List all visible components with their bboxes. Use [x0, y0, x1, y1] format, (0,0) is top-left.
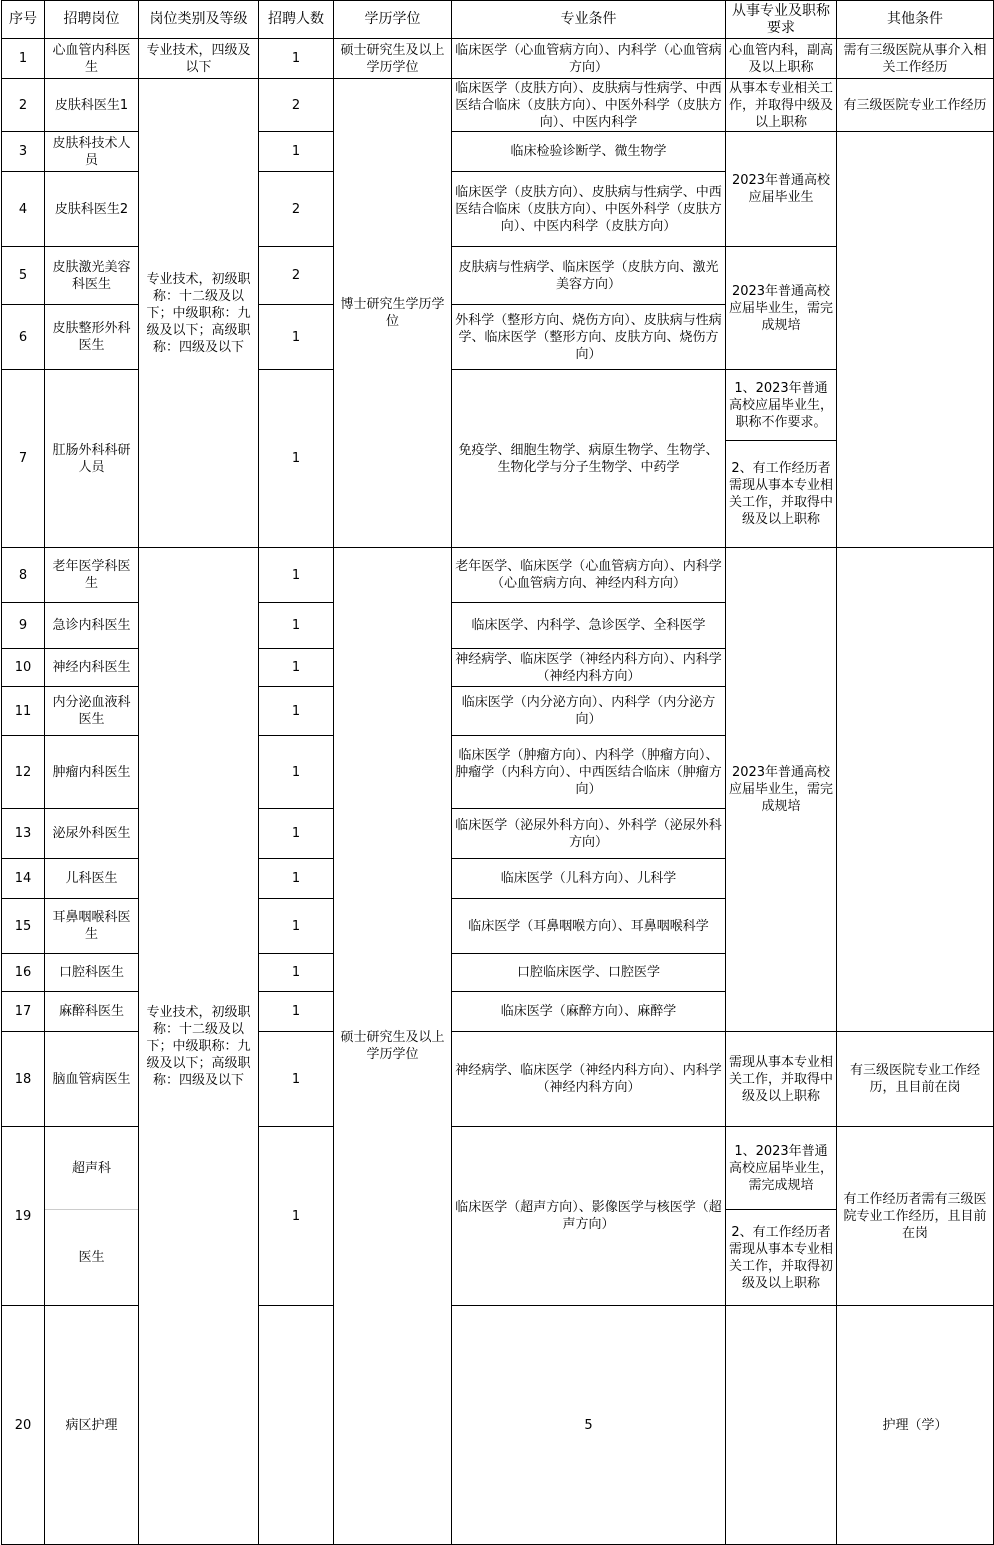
row-count: 1: [259, 954, 334, 992]
header-post: 招聘岗位: [45, 1, 139, 39]
row-count: 2: [259, 247, 334, 305]
group-req-rotation: 2023年普通高校应届毕业生，需完成规培: [726, 247, 837, 370]
row-major: 口腔临床医学、口腔医学: [452, 954, 726, 992]
header-other: 其他条件: [837, 1, 994, 39]
row-post: 急诊内科医生: [45, 603, 139, 649]
req-part-2: 2、有工作经历者需现从事本专业相关工作，并取得中级及以上职称: [729, 461, 834, 527]
table-row: [2, 39, 994, 79]
row-count: 1: [259, 992, 334, 1032]
row-other-empty: [837, 132, 994, 548]
req-part-1: 1、2023年普通高校应届毕业生，职称不作要求。: [726, 370, 836, 441]
row-count: 1: [259, 1032, 334, 1127]
row-major: 临床医学、内科学、急诊医学、全科医学: [452, 603, 726, 649]
row-major: 临床检验诊断学、微生物学: [452, 132, 726, 172]
row-major: 临床医学（内分泌方向）、内科学（内分泌方向）: [452, 687, 726, 736]
req-part-2: 2、有工作经历者需现从事本专业相关工作，并取得初级及以上职称: [729, 1224, 834, 1291]
row-other: 有工作经历者需有三级医院专业工作经历，且目前在岗: [837, 1127, 994, 1306]
row-seq: 10: [2, 649, 45, 687]
group-req-rotation-b: 2023年普通高校应届毕业生，需完成规培: [726, 548, 837, 1032]
row-category-empty: [259, 1306, 334, 1545]
row-post: 病区护理: [45, 1306, 139, 1545]
row-req: 从事本专业相关工作，并取得中级及以上职称: [726, 79, 837, 132]
row-seq: 14: [2, 859, 45, 899]
row-major: 皮肤病与性病学、临床医学（皮肤方向、激光美容方向）: [452, 247, 726, 305]
header-seq: 序号: [2, 1, 45, 39]
recruitment-table: [1, 0, 994, 1545]
row-major: 临床医学（麻醉方向）、麻醉学: [452, 992, 726, 1032]
row-post: 耳鼻咽喉科医生: [45, 899, 139, 954]
row-count: 1: [259, 39, 334, 79]
group-category-c: 专业技术，初级职称：十二级及以下；中级职称：九级及以下；高级职称：四级及以下: [139, 548, 259, 1545]
row-count: 1: [259, 736, 334, 809]
row-seq: 15: [2, 899, 45, 954]
row-other: 有三级医院专业工作经历: [837, 79, 994, 132]
header-row: [2, 1, 994, 39]
row-seq: 12: [2, 736, 45, 809]
group-req-grad: 2023年普通高校应届毕业生: [726, 132, 837, 247]
row-seq: 2: [2, 79, 45, 132]
header-major: 专业条件: [452, 1, 726, 39]
row-post: 泌尿外科医生: [45, 809, 139, 859]
row-post: 皮肤科医生1: [45, 79, 139, 132]
row-count: 1: [259, 132, 334, 172]
row-major: 临床医学（心血管病方向）、内科学（心血管病方向）: [452, 39, 726, 79]
row-major: 免疫学、细胞生物学、病原生物学、生物学、生物化学与分子生物学、中药学: [452, 370, 726, 548]
row-seq: 4: [2, 172, 45, 247]
row-post: 内分泌血液科医生: [45, 687, 139, 736]
row-post: 皮肤整形外科医生: [45, 305, 139, 370]
row-seq: 16: [2, 954, 45, 992]
header-count: 招聘人数: [259, 1, 334, 39]
req-part-1: 1、2023年普通高校应届毕业生，需完成规培: [726, 1127, 836, 1210]
row-seq: 20: [2, 1306, 45, 1545]
row-post: 脑血管病医生: [45, 1032, 139, 1127]
row-other: 需有三级医院从事介入相关工作经历: [837, 39, 994, 79]
row-seq: 18: [2, 1032, 45, 1127]
row-count: 1: [259, 305, 334, 370]
row-count: 2: [259, 79, 334, 132]
post-part-2: 医生: [78, 1250, 105, 1265]
row-major: 临床医学（皮肤方向）、皮肤病与性病学、中西医结合临床（皮肤方向）、中医外科学（皮肤方向）、中医内科学（皮肤方向）: [452, 172, 726, 247]
row-post: 皮肤科医生2: [45, 172, 139, 247]
row-seq: 7: [2, 370, 45, 548]
row-count: 1: [259, 859, 334, 899]
row-count: 1: [259, 603, 334, 649]
header-title-req: 从事专业及职称要求: [726, 1, 837, 39]
row-seq: 11: [2, 687, 45, 736]
row-other: 有三级医院专业工作经历，且目前在岗: [837, 1032, 994, 1127]
table-row: [2, 548, 994, 603]
row-major: 神经病学、临床医学（神经内科方向）、内科学（神经内科方向）: [452, 649, 726, 687]
row-req: 需现从事本专业相关工作，并取得中级及以上职称: [726, 1032, 837, 1127]
group-degree-phd: 博士研究生学历学位: [334, 79, 452, 548]
row-major: 临床医学（耳鼻咽喉方向）、耳鼻咽喉科学: [452, 899, 726, 954]
row-seq: 17: [2, 992, 45, 1032]
row-post: 心血管内科医生: [45, 39, 139, 79]
header-category: 岗位类别及等级: [139, 1, 259, 39]
row-major: 临床医学（泌尿外科方向）、外科学（泌尿外科方向）: [452, 809, 726, 859]
row-count: 1: [259, 370, 334, 548]
row-major: 临床医学（皮肤方向）、皮肤病与性病学、中西医结合临床（皮肤方向）、中医外科学（皮肤方向）、中医内科学: [452, 79, 726, 132]
row-post: 神经内科医生: [45, 649, 139, 687]
row-seq: 5: [2, 247, 45, 305]
row-req: 心血管内科，副高及以上职称: [726, 39, 837, 79]
row-seq: 8: [2, 548, 45, 603]
row-post: 肛肠外科科研人员: [45, 370, 139, 548]
row-degree-empty: [726, 1306, 837, 1545]
row-major: 护理（学）: [837, 1306, 994, 1545]
row-major: 临床医学（超声方向）、影像医学与核医学（超声方向）: [452, 1127, 726, 1306]
row-req-split: [726, 370, 837, 548]
row-major: 临床医学（儿科方向）、儿科学: [452, 859, 726, 899]
row-major: 外科学（整形方向、烧伤方向）、皮肤病与性病学、临床医学（整形方向、皮肤方向、烧伤方向）: [452, 305, 726, 370]
row-seq: 6: [2, 305, 45, 370]
row-post: 麻醉科医生: [45, 992, 139, 1032]
row-major: 神经病学、临床医学（神经内科方向）、内科学（神经内科方向）: [452, 1032, 726, 1127]
group-degree-master: 硕士研究生及以上学历学位: [334, 548, 452, 1545]
post-part-1: 超声科: [45, 1127, 138, 1210]
row-post: 老年医学科医生: [45, 548, 139, 603]
row-count: 5: [452, 1306, 726, 1545]
row-count: 1: [259, 687, 334, 736]
row-seq: 3: [2, 132, 45, 172]
row-seq: 19: [2, 1127, 45, 1306]
row-post: 肿瘤内科医生: [45, 736, 139, 809]
row-post: 儿科医生: [45, 859, 139, 899]
row-other-empty: [837, 548, 994, 1032]
row-seq: 13: [2, 809, 45, 859]
row-count: 1: [259, 548, 334, 603]
row-post: 皮肤激光美容科医生: [45, 247, 139, 305]
row-degree: 硕士研究生及以上学历学位: [334, 39, 452, 79]
row-req-split: [726, 1127, 837, 1306]
row-count: 1: [259, 1127, 334, 1306]
row-major: 临床医学（肿瘤方向）、内科学（肿瘤方向）、肿瘤学（内科方向）、中西医结合临床（肿瘤方向）: [452, 736, 726, 809]
row-count: 1: [259, 809, 334, 859]
row-count: 2: [259, 172, 334, 247]
row-major: 老年医学、临床医学（心血管病方向）、内科学（心血管病方向、神经内科方向）: [452, 548, 726, 603]
row-count: 1: [259, 899, 334, 954]
row-post: 口腔科医生: [45, 954, 139, 992]
row-seq: 1: [2, 39, 45, 79]
row-post-split: [45, 1127, 139, 1306]
table-row: [2, 79, 994, 132]
row-category: 专业技术，四级及以下: [139, 39, 259, 79]
header-degree: 学历学位: [334, 1, 452, 39]
row-count: 1: [259, 649, 334, 687]
row-seq: 9: [2, 603, 45, 649]
group-category-b: 专业技术，初级职称：十二级及以下；中级职称：九级及以下；高级职称：四级及以下: [139, 79, 259, 548]
row-post: 皮肤科技术人员: [45, 132, 139, 172]
